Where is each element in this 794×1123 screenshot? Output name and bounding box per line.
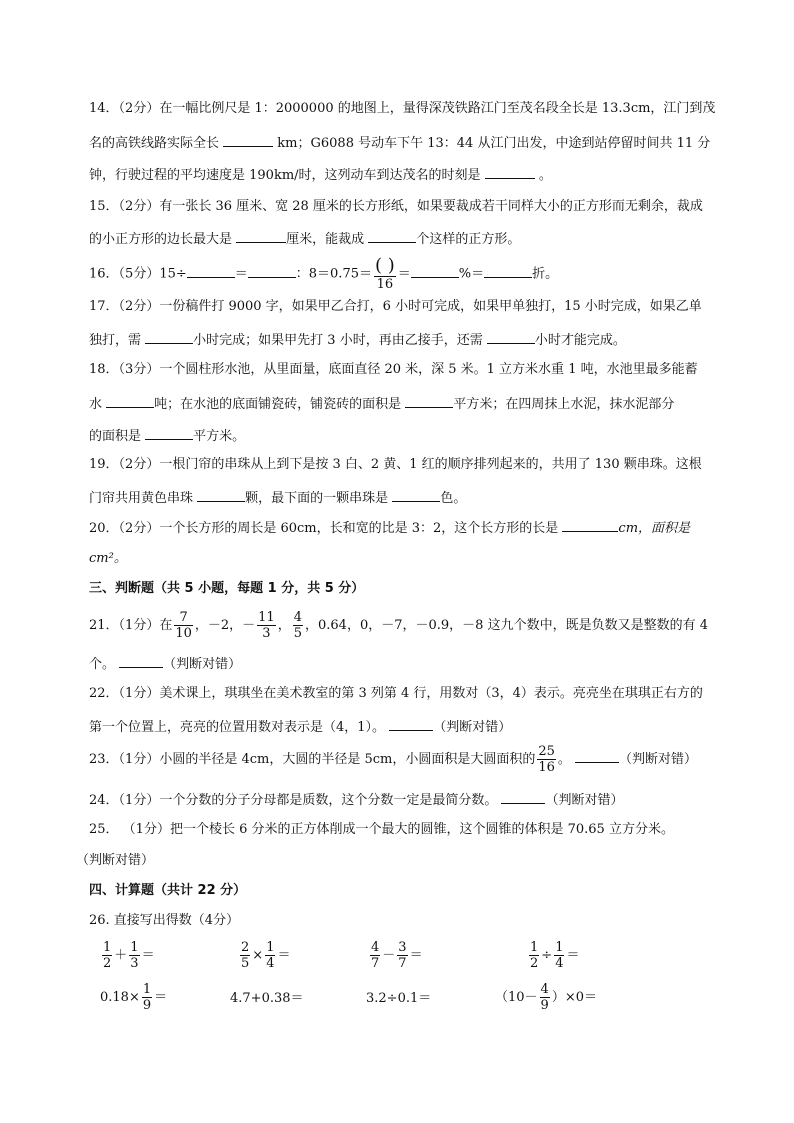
calc-item: [368, 940, 423, 971]
operator: －: [382, 948, 396, 963]
q19-text: 门帘共用黄色串珠: [89, 491, 194, 506]
q21-text: ，0.64，0，－7，－0.9，－8 这九个数中，既是负数又是整数的有 4: [305, 618, 708, 633]
answer-blank[interactable]: [392, 487, 440, 502]
section-title: 四、计算题（共计 22 分）: [89, 883, 247, 898]
fraction: [370, 940, 380, 971]
fraction: [554, 940, 564, 971]
calc-text: 0.18×: [100, 990, 140, 1005]
fraction-numerator[interactable]: ( ): [374, 255, 395, 276]
q26-title: 26. 直接写出得数（4分）: [89, 913, 240, 928]
q18-line1: 18．（3分）一个圆柱形水池，从里面量，底面直径 20 米，深 5 米。1 立方米水重 1 吨，水池里最多能蓄: [89, 362, 698, 377]
q14-line2: [89, 132, 710, 153]
q14-text: km；G6088 号动车下午 13：44 从江门出发，中途到站停留时间共 11 分: [277, 136, 711, 151]
fraction: [240, 940, 250, 971]
fraction-numerator: 1: [530, 940, 539, 955]
fraction-numerator: 25: [538, 744, 555, 759]
fraction-numerator: 1: [266, 940, 275, 955]
operator: ÷: [541, 948, 553, 963]
q25-line2: （判断对错）: [76, 853, 155, 868]
q24-text: （判断对错）: [545, 793, 624, 808]
fraction: [265, 940, 275, 971]
fraction: [174, 610, 193, 641]
answer-blank[interactable]: [187, 263, 235, 278]
fraction: [102, 940, 112, 971]
calc-item: [495, 982, 597, 1013]
q21-text: （判断对错）: [163, 657, 242, 672]
q22-line1: 22．（1分）美术课上，琪琪坐在美术教室的第 3 列第 4 行，用数对（3，4）表示。亮亮坐在琪琪正右方的: [89, 686, 703, 701]
q14-line1: 14．（2分）在一幅比例尺是 1：2000000 的地图上，量得深茂铁路江门至茂名段全长是 13.3cm，江门到茂: [89, 101, 716, 116]
q16-text: %＝: [458, 266, 485, 282]
answer-blank[interactable]: [236, 228, 286, 243]
fraction-denominator: 5: [293, 626, 302, 641]
equals: ＝: [277, 948, 291, 963]
fraction-numerator: 1: [142, 982, 152, 997]
fraction-denominator: 9: [142, 998, 152, 1013]
q16-text: ＝: [234, 266, 248, 282]
fraction-denominator: 2: [530, 956, 539, 971]
fraction: [293, 610, 303, 641]
q20-line1: [89, 517, 690, 538]
q21-line2: [89, 653, 241, 674]
answer-blank[interactable]: [197, 487, 245, 502]
q15-line2: [89, 228, 520, 249]
answer-blank[interactable]: [501, 789, 545, 804]
fraction-denominator: 9: [540, 998, 549, 1013]
q17-line2: [89, 329, 626, 350]
q23-text: 。: [557, 752, 571, 767]
fraction-numerator: 11: [258, 610, 275, 625]
fraction-denominator: 4: [555, 956, 564, 971]
equals: ＝: [154, 990, 168, 1005]
calc-text: ）×0＝: [551, 990, 597, 1005]
q14-line3: [89, 164, 552, 185]
fraction-denominator: 10: [175, 626, 192, 641]
fraction: [129, 940, 139, 971]
fraction: [537, 744, 556, 775]
q15-text: 厘米，能裁成: [286, 232, 365, 247]
fraction-denominator: 7: [371, 956, 380, 971]
calc-text: （10－: [495, 990, 538, 1005]
fraction-denominator: 3: [130, 956, 139, 971]
fraction-numerator: 1: [103, 940, 112, 955]
q18-text: 的面积是: [89, 429, 142, 444]
answer-blank[interactable]: [485, 164, 535, 179]
calc-item: [238, 940, 290, 971]
q21-text: ，: [277, 618, 291, 633]
q14-text: 。: [538, 168, 552, 183]
q15-line1: 15．（2分）有一张长 36 厘米、宽 28 厘米的长方形纸，如果要裁成若干同样大小的正方形而无剩余，裁成: [89, 199, 703, 214]
fraction-numerator: 2: [241, 940, 250, 955]
fraction: [540, 982, 550, 1013]
q23-line: [89, 740, 697, 780]
q19-text: 色。: [440, 491, 467, 506]
q19-text: 颗，最下面的一颗串珠是: [245, 491, 389, 506]
fraction-numerator: 3: [398, 940, 407, 955]
q24-text: 24．（1分）一个分数的分子分母都是质数，这个分数一定是最简分数。: [89, 793, 498, 808]
q16-text: ＝: [397, 266, 411, 282]
answer-blank[interactable]: [405, 393, 453, 408]
q20-text: cm，面积是: [618, 521, 691, 536]
answer-blank[interactable]: [562, 517, 618, 532]
q16-text: ：8＝0.75＝: [295, 266, 372, 282]
q16-text: 折。: [532, 266, 559, 282]
answer-blank[interactable]: [223, 132, 273, 147]
calc-item: 3.2÷0.1＝: [366, 991, 432, 1006]
fraction-denominator: 5: [241, 956, 250, 971]
answer-blank[interactable]: [484, 263, 532, 278]
fraction-numerator: 4: [371, 940, 380, 955]
fraction-denominator: 7: [398, 956, 407, 971]
q25-line1: 25． （1分）把一个棱长 6 分米的正方体削成一个最大的圆锥，这个圆锥的体积是 70.65 立方分米。: [89, 822, 674, 837]
answer-blank[interactable]: [106, 393, 154, 408]
fraction: [529, 940, 539, 971]
equals: ＝: [566, 948, 580, 963]
q18-text: 平方米。: [193, 429, 246, 444]
q20-line2: cm²。: [89, 551, 127, 566]
answer-blank[interactable]: [487, 329, 535, 344]
fraction: [397, 940, 407, 971]
q19-line1: 19．（2分）一根门帘的串珠从上到下是按 3 白、2 黄、1 红的顺序排列起来的，共用了 130 颗串珠。这根: [89, 457, 702, 472]
calc-item: [527, 940, 579, 971]
fraction: [374, 256, 396, 292]
answer-blank[interactable]: [389, 716, 433, 731]
q14-text: 钟，行驶过程的平均速度是 190km/时，这列动车到达茂名的时刻是: [89, 168, 481, 183]
equals: ＝: [409, 948, 423, 963]
q24-line: [89, 789, 623, 810]
q22-text: 第一个位置上，亮亮的位置用数对表示是（4，1）。: [89, 720, 386, 735]
q23-text: 23．（1分）小圆的半径是 4cm，大圆的半径是 5cm，小圆面积是大圆面积的: [89, 752, 536, 767]
fraction-denominator: 16: [376, 277, 394, 292]
q23-text: （判断对错）: [619, 752, 698, 767]
calc-item: 4.7+0.38＝: [230, 991, 304, 1006]
answer-blank[interactable]: [575, 748, 619, 763]
operator: ＋: [114, 948, 128, 963]
q14-text: 名的高铁线路实际全长: [89, 136, 220, 151]
q20-text: 20．（2分）一个长方形的周长是 60cm，长和宽的比是 3：2，这个长方形的长是: [89, 521, 559, 536]
fraction-numerator: 1: [555, 940, 564, 955]
fraction-numerator: 7: [174, 610, 193, 626]
fraction: [142, 982, 152, 1013]
q18-line2: [89, 393, 674, 414]
q21-text: 21．（1分）在: [89, 618, 173, 633]
q18-line3: [89, 425, 245, 446]
q17-text: 小时完成；如果甲先打 3 小时，再由乙接手，还需: [193, 333, 483, 348]
fraction-numerator: 4: [293, 610, 302, 625]
q17-text: 小时才能完成。: [534, 333, 626, 348]
q15-text: 的小正方形的边长最大是: [89, 232, 233, 247]
answer-blank[interactable]: [119, 653, 163, 668]
q16-text: 16．（5分）15÷: [89, 266, 187, 282]
q22-text: （判断对错）: [433, 720, 512, 735]
fraction-denominator: 2: [103, 956, 112, 971]
fraction-numerator: 4: [540, 982, 549, 997]
operator: ×: [252, 948, 264, 963]
fraction-denominator: 3: [262, 626, 271, 641]
calc-item: [100, 940, 155, 971]
q21-line1: [89, 606, 708, 646]
fraction-numerator: 1: [130, 940, 139, 955]
q21-text: ，－2，－: [194, 618, 256, 633]
q15-text: 个这样的正方形。: [416, 232, 521, 247]
section-title: 三、判断题（共 5 小题，每题 1 分，共 5 分）: [89, 581, 365, 596]
equals: ＝: [141, 948, 155, 963]
q18-text: 平方米；在四周抹上水泥，抹水泥部分: [453, 397, 675, 412]
calc-item: [100, 982, 167, 1013]
fraction-denominator: 16: [538, 760, 555, 775]
q21-text: 个。: [89, 657, 116, 672]
fraction: [257, 610, 276, 641]
q19-line2: [89, 487, 466, 508]
q17-line1: 17．（2分）一份稿件打 9000 字，如果甲乙合打，6 小时可完成，如果甲单独打，15 小时完成，如果乙单: [89, 299, 702, 314]
answer-blank[interactable]: [145, 425, 193, 440]
answer-blank[interactable]: [368, 228, 416, 243]
answer-blank[interactable]: [411, 263, 459, 278]
q22-line2: [89, 716, 511, 737]
q17-text: 独打，需: [89, 333, 142, 348]
q18-text: 水: [89, 397, 103, 412]
q16-line: [89, 256, 558, 292]
fraction-denominator: 4: [266, 956, 275, 971]
answer-blank[interactable]: [145, 329, 193, 344]
answer-blank[interactable]: [248, 263, 296, 278]
q18-text: 吨；在水池的底面铺瓷砖，铺瓷砖的面积是: [154, 397, 402, 412]
